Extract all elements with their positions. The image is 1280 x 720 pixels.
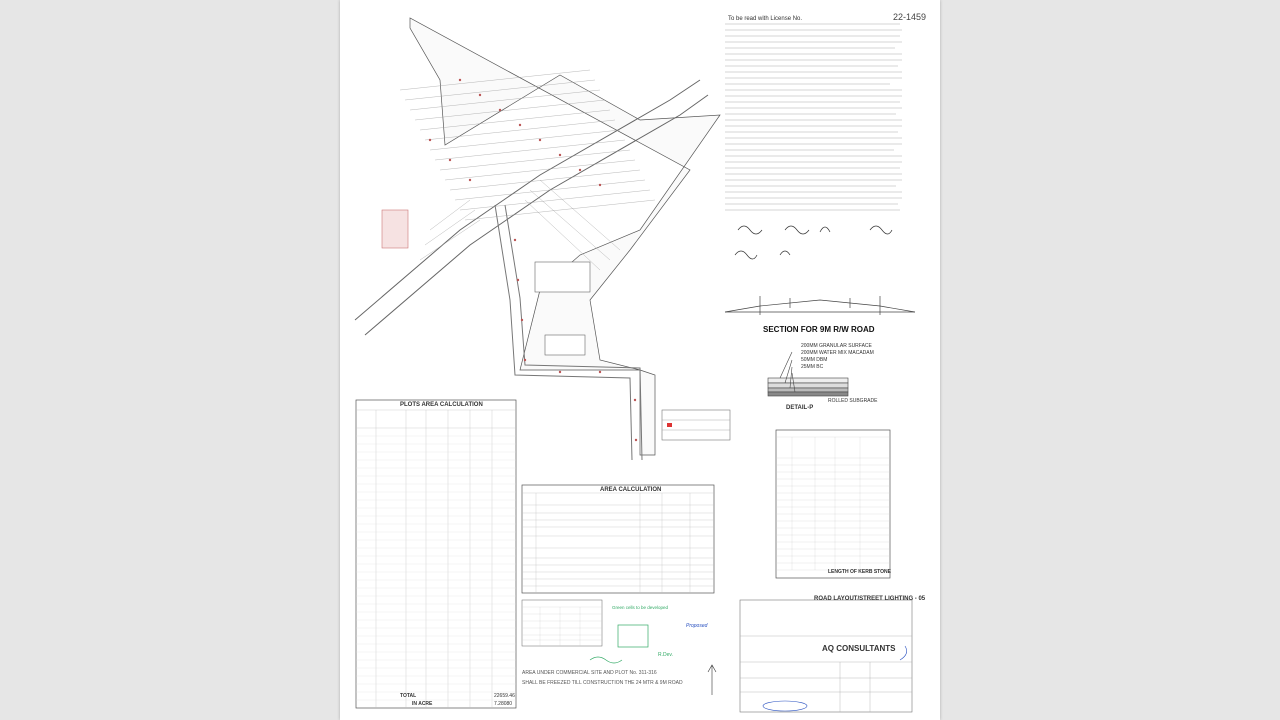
green-note: Green cells to be developed [612,605,669,610]
plots-table-title: PLOTS AREA CALCULATION [400,402,483,408]
subgrade-label: ROLLED SUBGRADE [828,398,878,404]
layer-label: 25MM BC [801,364,824,370]
layer-label: 200MM GRANULAR SURFACE [801,343,872,349]
kerb-length-label: LENGTH OF KERB STONE [828,569,891,575]
plots-acre-value: 7.28080 [494,701,513,707]
viewer-right-margin [940,0,1280,720]
bottom-note-line1: AREA UNDER COMMERCIAL SITE AND PLOT No. 311-316 [522,670,657,676]
detail-label: DETAIL-P [786,405,814,411]
plots-acre-label: IN ACRE [412,701,433,707]
consultant-name: AQ CONSULTANTS [822,644,896,653]
plots-total-value: 22659.46 [494,693,515,699]
road-layout-title: ROAD LAYOUT/STREET LIGHTING - 05 [814,596,926,602]
viewer-left-margin [0,0,340,720]
layer-label: 50MM DBM [801,357,828,363]
road-section-title: SECTION FOR 9M R/W ROAD [763,325,875,334]
area-table-title: AREA CALCULATION [600,487,662,493]
layer-label: 200MM WATER MIX MACADAM [801,350,874,356]
signature-note: R.Dev. [658,652,673,658]
document-sheet [340,0,940,720]
plots-total-label: TOTAL [400,693,417,699]
notes-heading: To be read with License No. [728,16,803,22]
sheet-number: 22-1459 [892,12,926,22]
site-plan-drawing [340,0,940,720]
bottom-note-line2: SHALL BE FREEZED TILL CONSTRUCTION THE 24 MTR & 9M ROAD [522,680,683,686]
blue-note: Proposed [686,623,708,629]
